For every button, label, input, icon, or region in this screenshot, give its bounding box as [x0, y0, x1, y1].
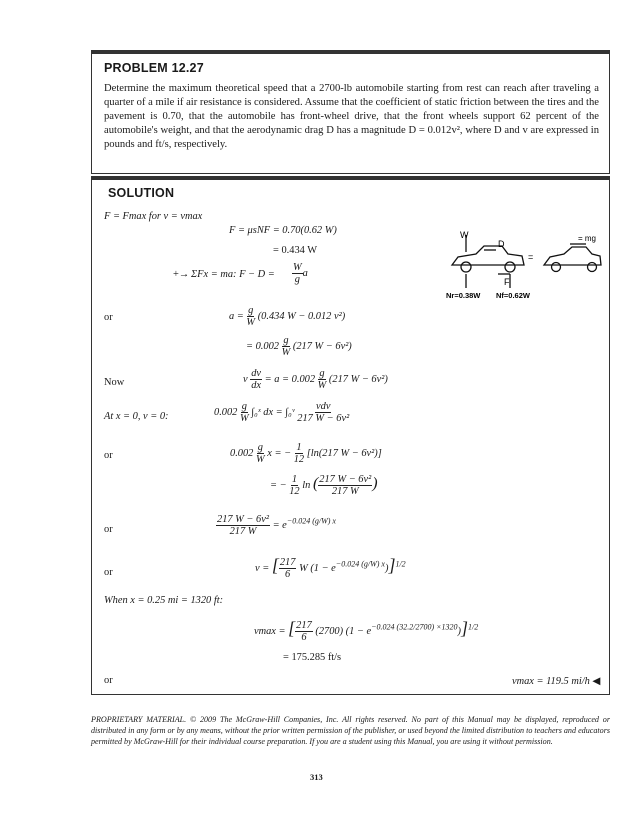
eq-friction-value: = 0.434 W: [273, 245, 318, 256]
eq-now-mid: = a = 0.002: [264, 373, 316, 385]
solution-top-bar: [92, 177, 609, 180]
eq-int-lhs: 0.002: [214, 406, 238, 418]
kinetic-front-wheel-icon: [588, 263, 597, 272]
now-label: Now: [104, 377, 125, 388]
eq-sum: ΣFx = ma: F − D =: [191, 269, 275, 280]
frac-den: 12: [293, 454, 305, 465]
eq-int-mid: ∫₀ˣ dx = ∫₀ᵛ: [251, 406, 295, 418]
eq-friction: F = μsNF = 0.70(0.62 W): [229, 225, 337, 236]
problem-title: PROBLEM 12.27: [104, 61, 204, 75]
eq-a1-lhs: a =: [229, 310, 244, 322]
eq-ln1-x: x = −: [267, 447, 292, 459]
frac-num: g: [283, 335, 289, 346]
or-label-4: or: [104, 567, 113, 578]
when-label: When x = 0.25 mi = 1320 ft:: [104, 595, 224, 606]
page-number: 313: [310, 772, 323, 782]
eq-a2-lhs: = 0.002: [246, 340, 279, 352]
frac-den: 217 W − 6v²: [297, 413, 350, 424]
eq-v-lhs: v =: [255, 563, 270, 574]
eq-ln1-rhs: [ln(217 W − 6v²)]: [306, 447, 382, 459]
eq-exp: [216, 514, 336, 537]
fbd-d-label: D: [498, 239, 505, 249]
frac-num: g: [241, 401, 247, 412]
frac-num: g: [257, 442, 263, 453]
problem-statement: Determine the maximum theoretical speed that a 2700-lb automobile starting from rest can reach after traveling a quarter of a mile if air resistance is considered. Assume that the coefficient of static friction between the tires and the pavement is 0.70, that the automobile has front-wheel drive, that the front wheels support 62 percent of the automobile's weight, and that the aerodynamic drag D has a magnitude D = 0.012v², where D and v are expressed in pounds and ft/s, respectively.: [104, 83, 599, 150]
eq-exp-rhs: = e: [272, 519, 287, 531]
or-label-1: or: [104, 312, 113, 323]
final-answer: vmax = 119.5 mi/h ◀: [512, 676, 601, 687]
paren-close: ): [372, 474, 378, 492]
eq-ln2-ln: ln: [302, 479, 311, 491]
kinetic-rear-wheel-icon: [552, 263, 561, 272]
fbd-ma-label: = mg: [578, 234, 597, 243]
frac-den: 12: [289, 486, 300, 497]
eq-now: [243, 368, 388, 391]
front-wheel-icon: [505, 262, 515, 272]
or-label-2: or: [104, 450, 113, 461]
frac-num: vdv: [316, 401, 331, 412]
eq-a2-rhs: (217 W − 6v²): [292, 340, 352, 352]
frac-den: 217 W: [331, 486, 359, 497]
eq-a1: [229, 305, 345, 328]
eq-v-rhs: W (1 − e: [299, 563, 336, 574]
frac-den: W: [317, 380, 327, 391]
eq-v-power: −0.024 (g/W) x: [335, 559, 385, 569]
rear-wheel-icon: [461, 262, 471, 272]
copyright-footer: PROPRIETARY MATERIAL. © 2009 The McGraw-Hill Companies, Inc. All rights reserved. No part of this Manual may be displayed, reproduced or distributed in any form or by any means, without the prior written permission of the publisher, or used beyond the limited distribution to teachers and educators permitted by McGraw-Hill for their individual course preparation. If you are a student using this Manual, you are using it without permission.: [91, 715, 610, 746]
accel-symbol: a: [302, 267, 308, 279]
eq-a1-rhs: (0.434 W − 0.012 v²): [257, 310, 346, 322]
eq-ln1-lhs: 0.002: [230, 447, 254, 459]
paren-open: (: [312, 474, 319, 492]
car-body: [452, 246, 524, 265]
eq-vmax-mid: (2700) (1 − e: [315, 626, 372, 637]
eq-vmax-half-power: 1/2: [468, 622, 479, 632]
eq-vmax-power: −0.024 (32.2/2700) ×1320: [371, 622, 458, 632]
frac-den: W: [281, 347, 291, 358]
frac-den: g: [294, 274, 300, 285]
fbd-w-label: W: [460, 230, 469, 240]
eq-v: [255, 555, 406, 580]
frac-num: W: [293, 262, 302, 273]
bracket-open: [: [288, 618, 296, 638]
eq-vmax-close: ): [457, 626, 461, 637]
fbd-nr-label: Nr=0.38W: [446, 291, 481, 300]
fbd-equals: =: [528, 252, 534, 262]
eq-a2: [246, 335, 352, 358]
frac-den: 6: [285, 569, 291, 581]
initial-condition: At x = 0, v = 0:: [104, 411, 169, 422]
eq-now-v: v: [243, 373, 248, 385]
bracket-close: ]: [460, 618, 468, 638]
eq-now-rhs: (217 W − 6v²): [328, 373, 388, 385]
frac-num: 1: [296, 442, 302, 453]
free-body-diagram: [444, 230, 604, 300]
eq-v-close: ): [384, 563, 389, 574]
eq-integral: [214, 401, 349, 424]
or-label-3: or: [104, 524, 113, 535]
eq-vmax: [254, 618, 478, 643]
frac-den: dx: [251, 380, 262, 391]
frac-den: 217 W: [229, 526, 257, 537]
frac-den: W: [256, 454, 265, 465]
problem-top-bar: [92, 51, 609, 54]
or-label-5: or: [104, 675, 113, 686]
eq-exp-power: −0.024 (g/W) x: [286, 516, 336, 526]
eq-vmax-value: = 175.285 ft/s: [283, 652, 342, 663]
frac-den: 6: [301, 632, 307, 644]
eq-ln2: [270, 474, 378, 497]
frac-num: 217 W − 6v²: [319, 474, 372, 485]
fbd-nf-label: Nf=0.62W: [496, 291, 530, 300]
frac-num: dv: [251, 368, 262, 379]
frac-num: g: [319, 368, 325, 379]
eq-ln1: [230, 442, 382, 465]
eq-ln2-lhs: = −: [270, 479, 287, 491]
fbd-f-label: F: [504, 277, 510, 287]
frac-num: 217: [279, 557, 296, 569]
frac-den: W: [246, 317, 256, 328]
eq-sum-frac: [292, 262, 308, 285]
condition-line: F = Fmax for v = vmax: [104, 211, 203, 222]
frac-num: 1: [291, 474, 298, 485]
eq-v-half-power: 1/2: [395, 559, 406, 569]
eq-sum-arrow: +→: [173, 269, 190, 280]
frac-num: 217 W − 6v²: [217, 514, 269, 525]
solution-title: SOLUTION: [108, 186, 175, 200]
bracket-close: ]: [388, 555, 396, 575]
frac-num: 217: [296, 620, 312, 632]
bracket-open: [: [271, 555, 279, 575]
eq-vmax-lhs: vmax =: [254, 626, 286, 637]
frac-num: g: [248, 305, 254, 316]
frac-den: W: [240, 413, 249, 424]
